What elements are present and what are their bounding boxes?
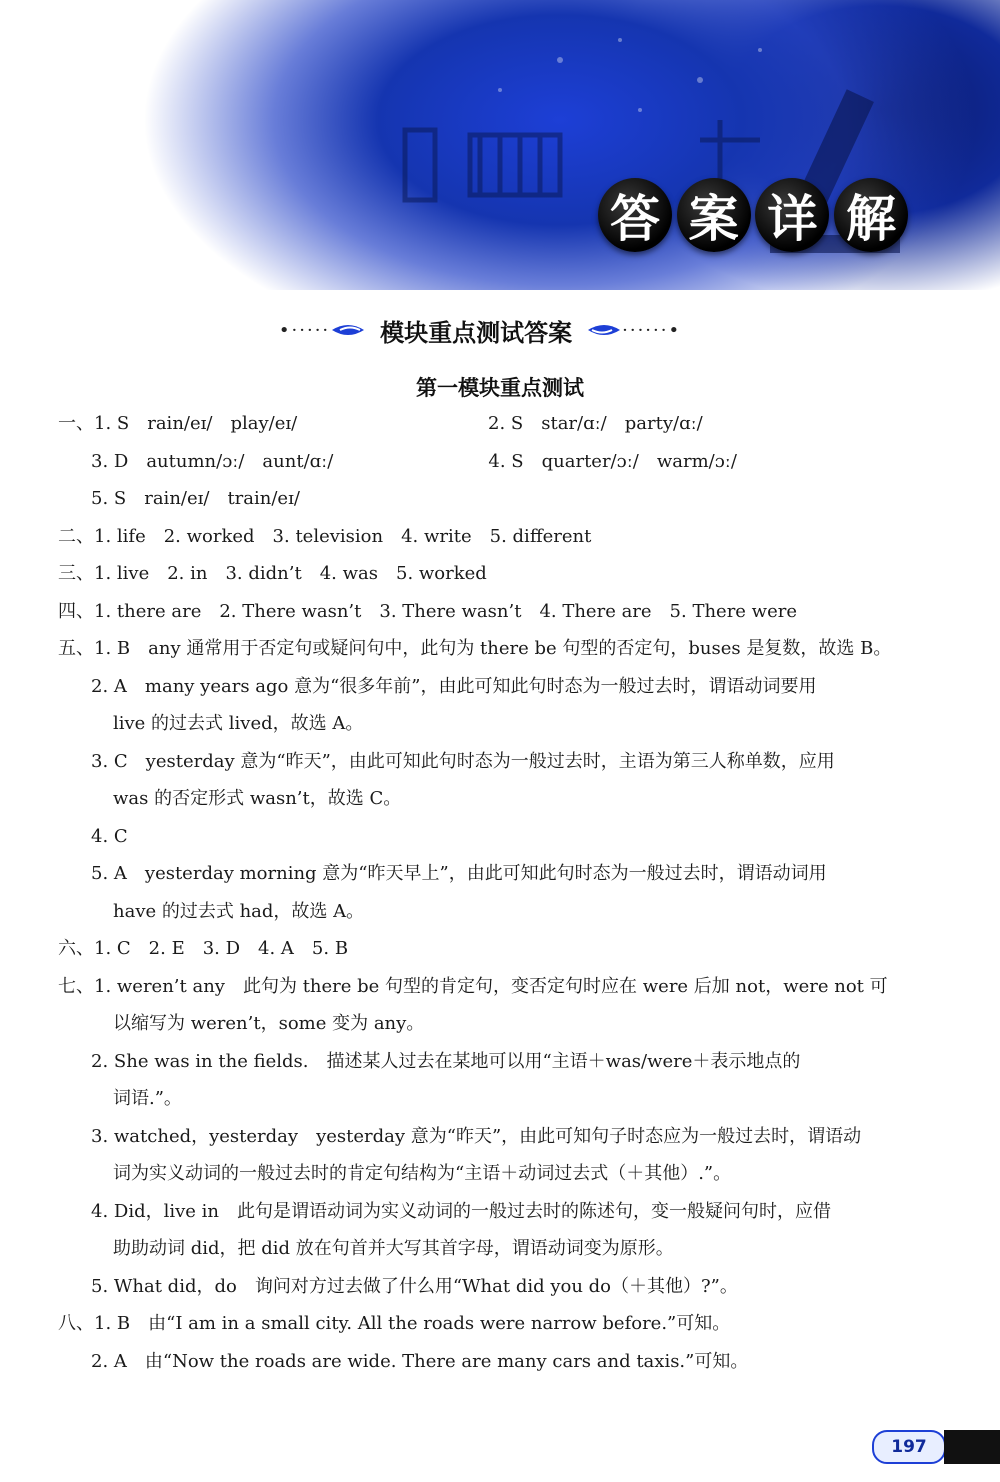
- answer-line: 七、1. weren’t any 此句为 there be 句型的肯定句，变否定句时应在 were 后加 not，were not 可: [58, 975, 888, 997]
- answer-line: 4. Did，live in 此句是谓语动词为实义动词的一般过去时的陈述句，变一般疑问句时，应借: [91, 1200, 832, 1222]
- corner-decoration: [944, 1430, 1000, 1464]
- answer-list: [58, 405, 918, 1380]
- section-title: 模块重点测试答案: [380, 318, 573, 347]
- answer-item: 4. S quarter/ɔː/ warm/ɔː/: [488, 450, 737, 472]
- answer-line: 2. A many years ago 意为“很多年前”，由此可知此句时态为一般过去时，谓语动词要用: [91, 675, 817, 697]
- answer-item: 一、1. S rain/eɪ/ play/eɪ/: [58, 413, 298, 434]
- test-subheading: 第一模块重点测试: [416, 376, 584, 400]
- answer-line: [58, 405, 918, 443]
- swirl-right-icon: [586, 320, 622, 340]
- answer-line: 以缩写为 weren’t，some 变为 any。: [113, 1013, 425, 1034]
- banner-title-char: 详: [755, 178, 829, 252]
- answer-line: 3. watched，yesterday yesterday 意为“昨天”，由此可知句子时态应为一般过去时，谓语动: [91, 1125, 862, 1147]
- answer-line: live 的过去式 lived，故选 A。: [113, 713, 364, 734]
- answer-line: 2. She was in the fields. 描述某人过去在某地可以用“主语＋was/were＋表示地点的: [91, 1050, 801, 1072]
- answer-line: 5. S rain/eɪ/ train/eɪ/: [91, 488, 300, 509]
- answer-line: have 的过去式 had，故选 A。: [113, 900, 365, 922]
- answer-line: 3. C yesterday 意为“昨天”，由此可知此句时态为一般过去时，主语为第三人称单数，应用: [91, 750, 835, 772]
- answer-line: 4. C: [91, 825, 128, 847]
- decorative-dots-right: ······•: [622, 319, 682, 341]
- answer-item: 2. S star/ɑː/ party/ɑː/: [488, 413, 703, 434]
- answer-line: 五、1. B any 通常用于否定句或疑问句中，此句为 there be 句型的否定句，buses 是复数，故选 B。: [58, 638, 892, 659]
- answer-line: was 的否定形式 wasn’t，故选 C。: [113, 788, 402, 809]
- answer-line: [58, 443, 918, 481]
- answer-line: 二、1. life 2. worked 3. television 4. write 5. different: [58, 525, 592, 547]
- page-number: 197: [872, 1430, 946, 1464]
- answer-line: 助助动词 did，把 did 放在句首并大写其首字母，谓语动词变为原形。: [113, 1238, 674, 1259]
- banner-title: [598, 172, 908, 258]
- answer-line: 5. What did，do 询问对方过去做了什么用“What did you do（＋其他）?”。: [91, 1275, 738, 1297]
- answer-line: 5. A yesterday morning 意为“昨天早上”，由此可知此句时态为一般过去时，谓语动词用: [91, 863, 827, 884]
- answer-line: 四、1. there are 2. There wasn’t 3. There wasn’t 4. There are 5. There were: [58, 600, 797, 622]
- answer-line: 词为实义动词的一般过去时的肯定句结构为“主语＋动词过去式（＋其他）.”。: [113, 1163, 732, 1184]
- answer-line: 六、1. C 2. E 3. D 4. A 5. B: [58, 938, 349, 959]
- answer-line: 2. A 由“Now the roads are wide. There are many cars and taxis.”可知。: [91, 1350, 749, 1372]
- header-banner: [0, 0, 1000, 290]
- answer-line: 词语.”。: [113, 1088, 182, 1109]
- answer-line: 三、1. live 2. in 3. didn’t 4. was 5. worked: [58, 563, 487, 584]
- decorative-dots-left: •·····: [278, 319, 331, 341]
- swirl-left-icon: [330, 320, 366, 340]
- banner-title-char: 解: [834, 178, 908, 252]
- section-heading: [250, 312, 710, 348]
- answer-item: 3. D autumn/ɔː/ aunt/ɑː/: [91, 450, 334, 472]
- banner-title-char: 案: [677, 178, 751, 252]
- answer-line: 八、1. B 由“I am in a small city. All the roads were narrow before.”可知。: [58, 1313, 731, 1334]
- banner-title-char: 答: [598, 178, 672, 252]
